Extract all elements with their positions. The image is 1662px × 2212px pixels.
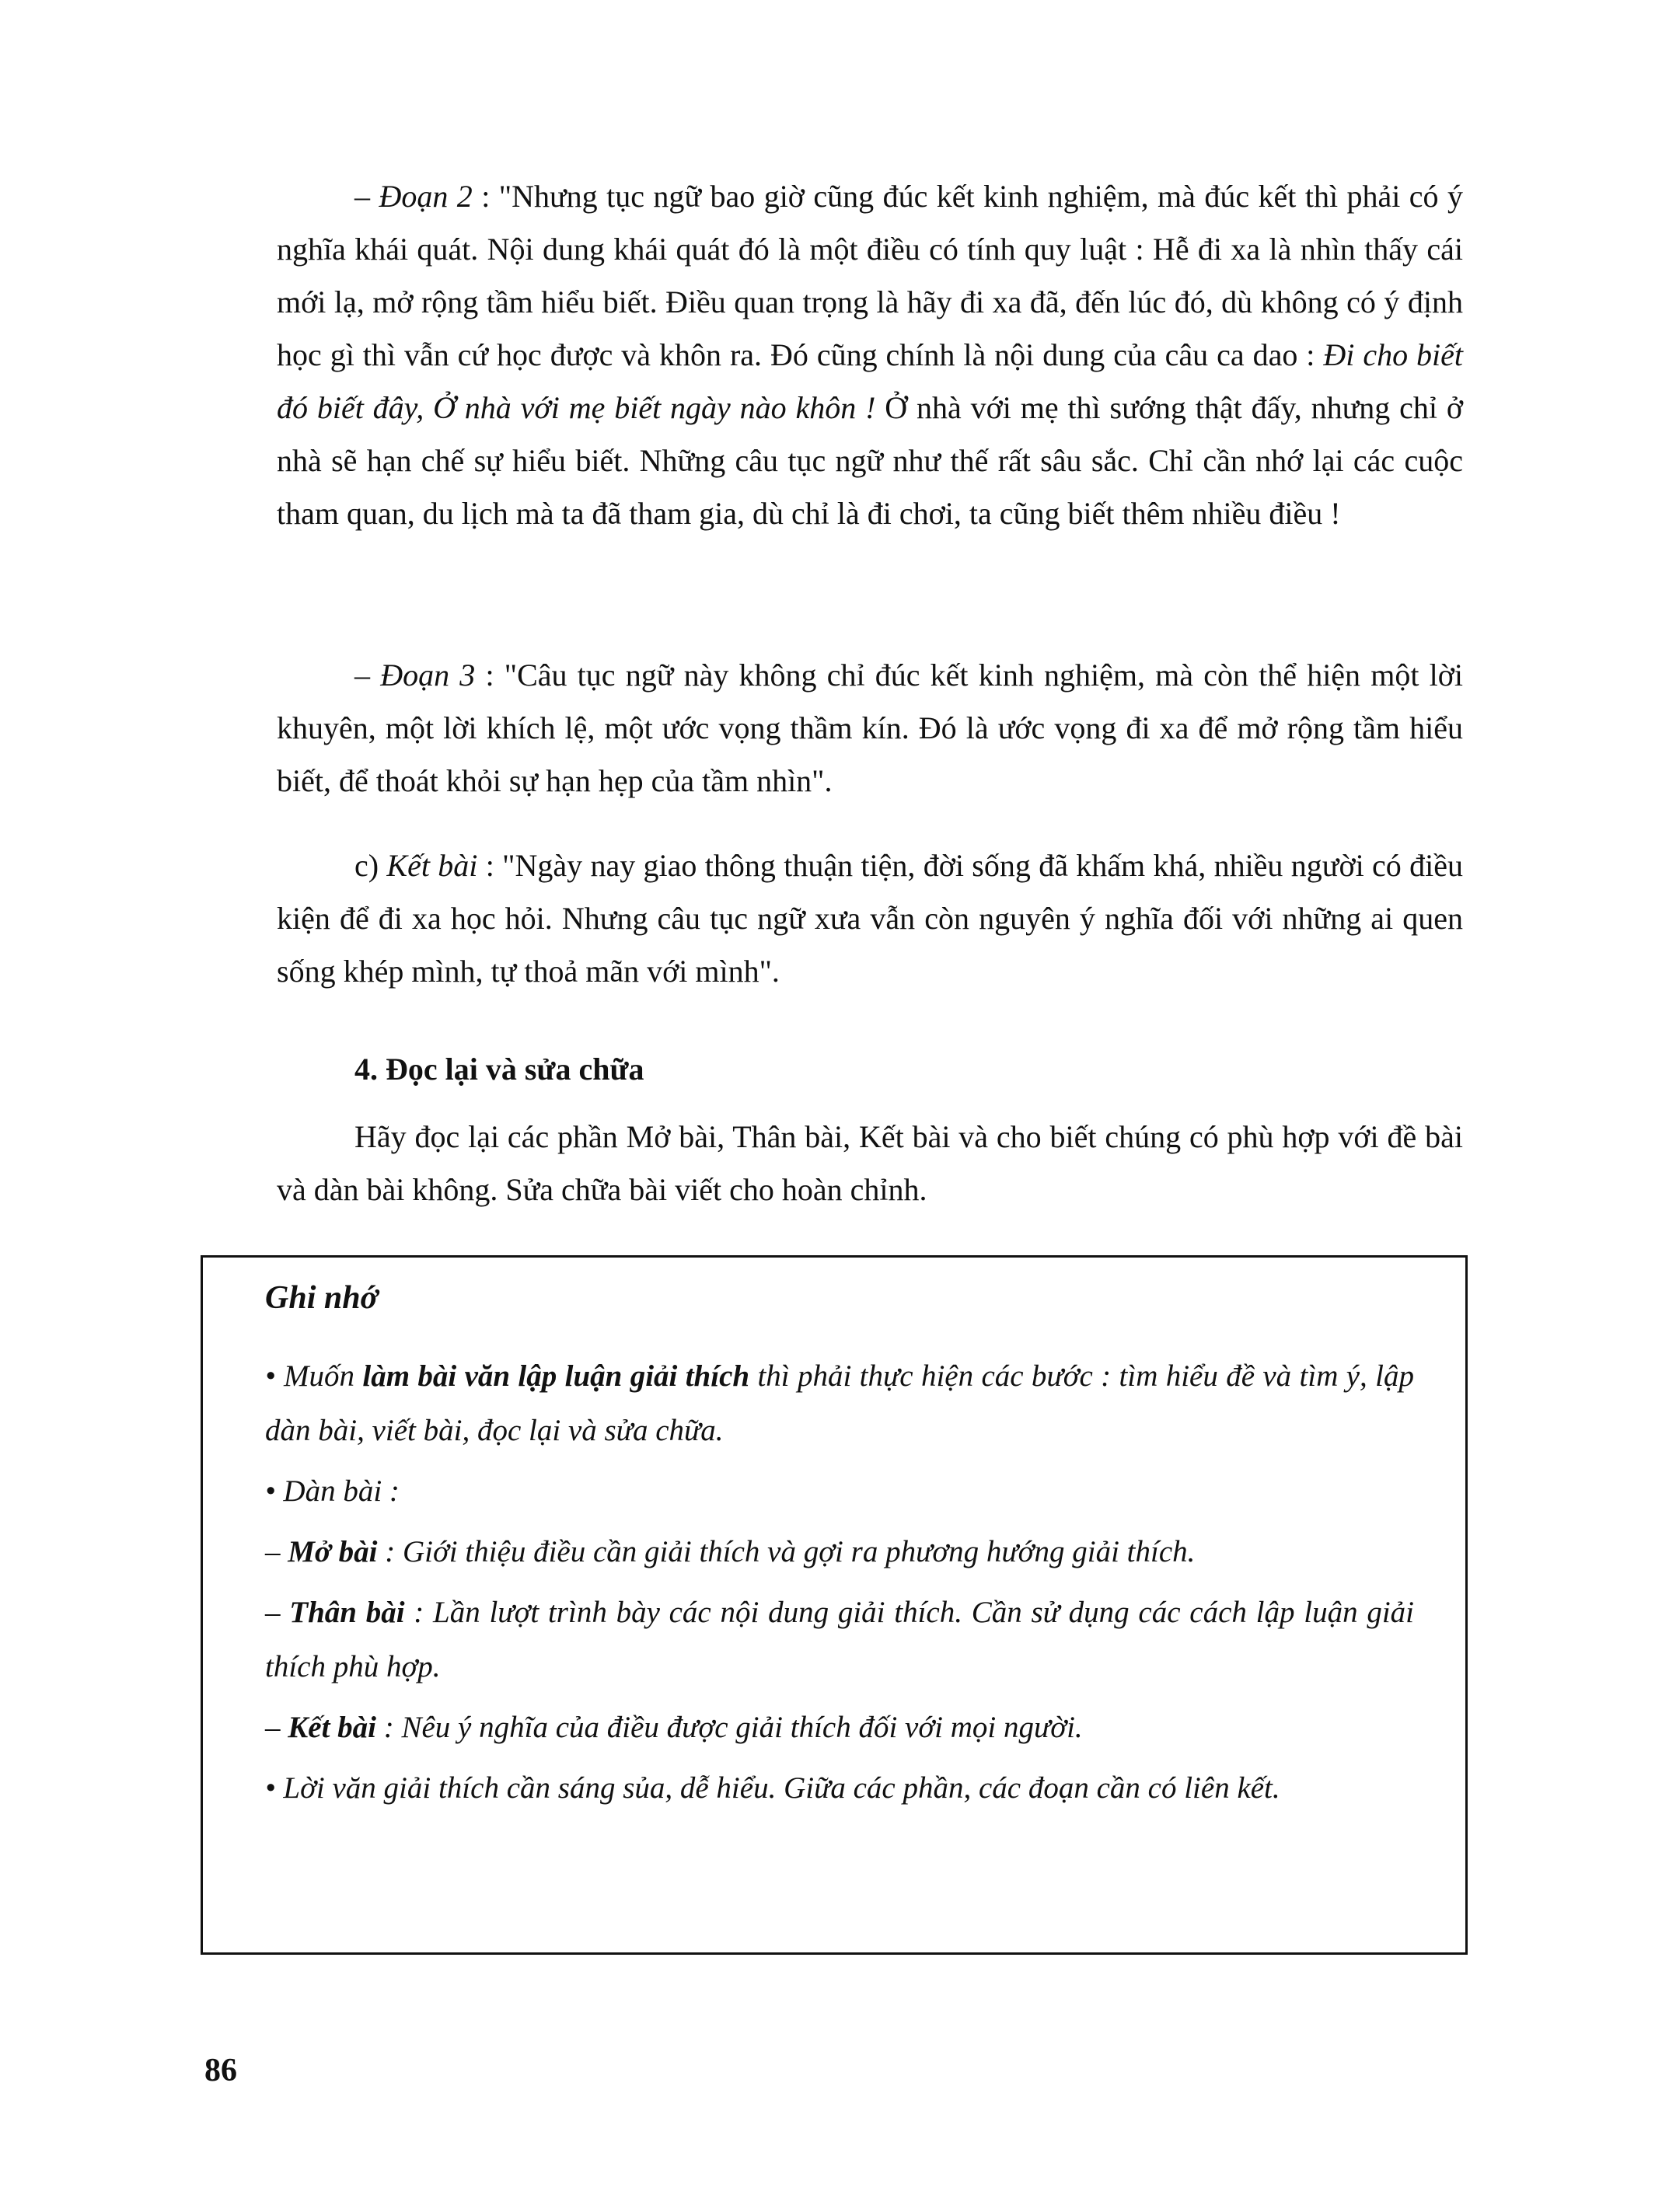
text-segment: – (265, 1535, 288, 1568)
memo-item (265, 1586, 1414, 1694)
memo-item (265, 1525, 1414, 1579)
text-segment: : "Câu tục ngữ này không chỉ đúc kết kinh nghiệm, mà còn thể hiện một lời khuyên, một lời khích lệ, một ước vọng thầm kín. Đó là ước vọng đi xa để mở rộng tầm hiểu biết, để thoát khỏi sự hạn hẹp của tầm nhìn". (277, 658, 1464, 798)
memo-item (265, 1464, 1414, 1519)
text-segment: : Nêu ý nghĩa của điều được giải thích đối với mọi người. (376, 1711, 1083, 1744)
text-segment: : Lần lượt trình bày các nội dung giải thích. Cần sử dụng các cách lập luận giải thích phù hợp. (265, 1596, 1414, 1683)
text-segment: Mở bài (288, 1535, 378, 1568)
text-segment: thì phải thực hiện các bước : tìm hiểu đề và tìm ý, lập dàn bài, viết bài, đọc lại và sửa chữa. (265, 1359, 1414, 1447)
text-segment: : "Nhưng tục ngữ bao giờ cũng đúc kết kinh nghiệm, mà đúc kết thì phải có ý nghĩa khái quát. Nội dung khái quát đó là một điều có tính quy luật : Hễ đi xa là nhìn thấy cái mới lạ, mở rộng tầm hiểu biết. Điều quan trọng là hãy đi xa đã, đến lúc đó, dù không có ý định học gì thì vẫn cứ học được và khôn ra. Đó cũng chính là nội dung của câu ca dao : (277, 179, 1463, 372)
memo-box (201, 1255, 1468, 1955)
memo-item (265, 1701, 1414, 1755)
text-segment: Kết bài (386, 848, 478, 883)
text-segment: • Dàn bài : (265, 1474, 400, 1508)
section-text: Hãy đọc lại các phần Mở bài, Thân bài, Kết bài và cho biết chúng có phù hợp với đề bài và dàn bài không. Sửa chữa bài viết cho hoàn chỉnh. (277, 1119, 1463, 1207)
text-segment: Thân bài (289, 1596, 405, 1629)
text-segment: • Muốn (265, 1359, 363, 1393)
text-segment: Đoạn 3 (380, 658, 476, 693)
text-segment: c) (354, 848, 387, 883)
paragraph-doan-3 (277, 649, 1463, 808)
text-segment: : Giới thiệu điều cần giải thích và gợi ra phương hướng giải thích. (377, 1535, 1196, 1568)
memo-title: Ghi nhớ (265, 1280, 379, 1316)
memo-item (265, 1761, 1414, 1816)
memo-item (265, 1349, 1414, 1458)
page-number: 86 (204, 2053, 237, 2088)
text-segment: – (265, 1596, 290, 1629)
paragraph-doan-2 (277, 170, 1463, 540)
text-segment: – (354, 658, 381, 693)
text-segment: – (265, 1711, 288, 1744)
text-segment: Kết bài (288, 1711, 376, 1744)
text-segment: Đoạn 2 (379, 179, 473, 214)
text-segment: – (354, 179, 379, 214)
text-segment: : "Ngày nay giao thông thuận tiện, đời sống đã khấm khá, nhiều người có điều kiện để đi xa học hỏi. Nhưng câu tục ngữ xưa vẫn còn nguyên ý nghĩa đối với những ai quen sống khép mình, tự thoả mãn với mình". (277, 848, 1463, 989)
section-heading: 4. Đọc lại và sửa chữa (354, 1052, 644, 1087)
text-segment: Ở nhà với mẹ thì sướng thật đấy, nhưng chỉ ở nhà sẽ hạn chế sự hiểu biết. Những câu tục ngữ như thế rất sâu sắc. Chỉ cần nhớ lại các cuộc tham quan, du lịch mà ta đã tham gia, dù chỉ là đi chơi, ta cũng biết thêm nhiều điều ! (277, 390, 1464, 531)
text-segment: Đi cho biết đó biết đây, Ở nhà với mẹ biết ngày nào khôn ! (277, 337, 1464, 425)
text-segment: • Lời văn giải thích cần sáng sủa, dễ hiểu. Giữa các phần, các đoạn cần có liên kết. (265, 1771, 1280, 1805)
text-segment: làm bài văn lập luận giải thích (362, 1359, 750, 1393)
memo-items (265, 1349, 1414, 1822)
paragraph-ket-bai (277, 839, 1463, 998)
